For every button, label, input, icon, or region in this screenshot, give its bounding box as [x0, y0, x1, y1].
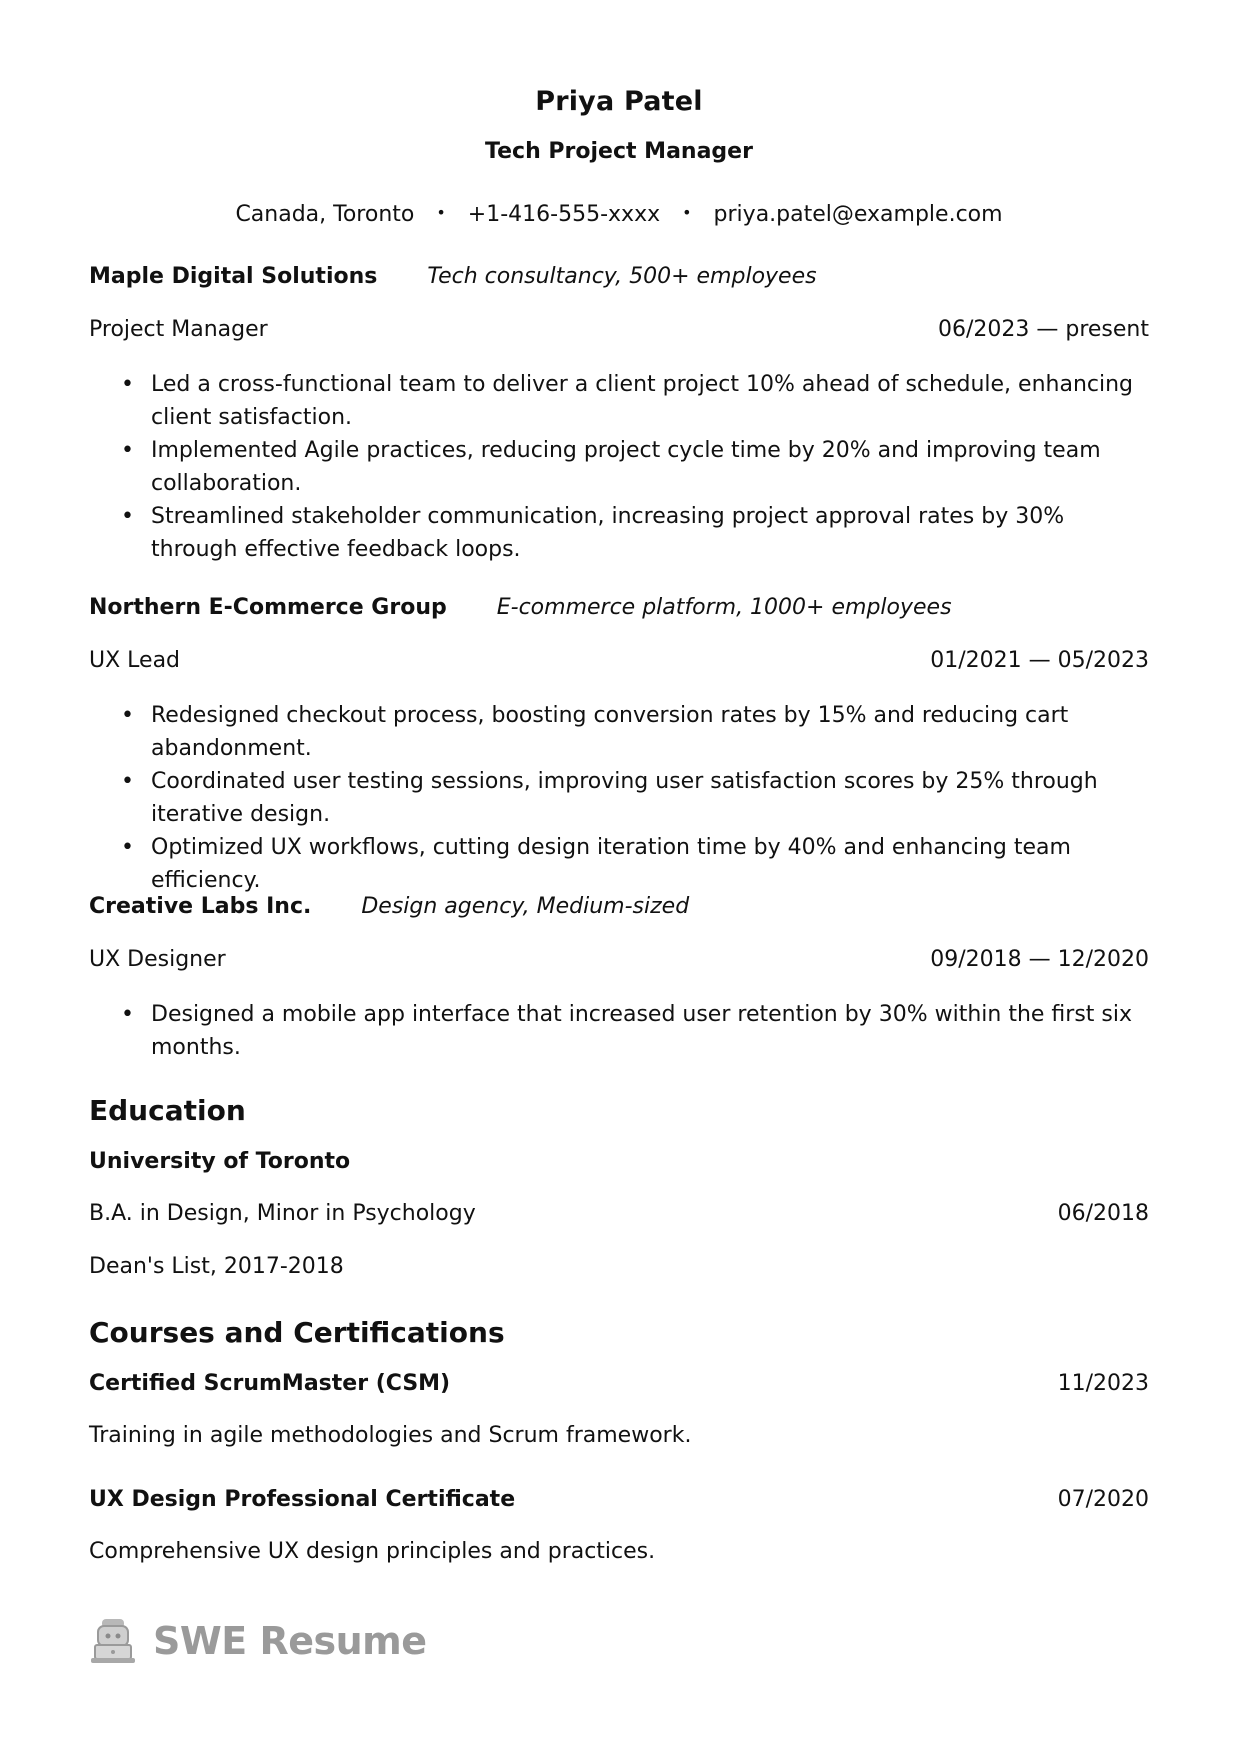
- company-description: Tech consultancy, 500+ employees: [427, 264, 817, 289]
- separator-dot: •: [682, 203, 692, 222]
- list-item: • Implemented Agile practices, reducing project cycle time by 20% and improving team collaboration.: [151, 434, 1149, 500]
- email-link[interactable]: priya.patel@example.com: [713, 202, 1003, 227]
- degree: B.A. in Design, Minor in Psychology: [89, 1201, 476, 1226]
- job-bullets: [89, 998, 1149, 1064]
- courses-heading: Courses and Certifications: [89, 1316, 505, 1349]
- course-name: UX Design Professional Certificate: [89, 1487, 516, 1512]
- degree-row: [89, 1201, 1149, 1226]
- job-dates: 06/2023 — present: [937, 317, 1149, 342]
- brand-logo: [89, 1616, 427, 1666]
- education-heading: Education: [89, 1094, 246, 1127]
- job-bullets: [89, 699, 1149, 897]
- job-position-row: [89, 947, 1149, 972]
- company-description: Design agency, Medium-sized: [361, 894, 690, 919]
- list-item: • Streamlined stakeholder communication, increasing project approval rates by 30% through effective feedback loops.: [151, 500, 1149, 566]
- candidate-name: Priya Patel: [535, 86, 703, 117]
- job-header: [89, 894, 1149, 919]
- course-description: Training in agile methodologies and Scrum framework.: [89, 1423, 692, 1448]
- course-row: [89, 1371, 1149, 1396]
- course-row: [89, 1487, 1149, 1512]
- job-position: UX Lead: [89, 648, 181, 673]
- course-date: 11/2023: [1057, 1371, 1149, 1396]
- company-description: E-commerce platform, 1000+ employees: [496, 595, 952, 620]
- list-item: • Redesigned checkout process, boosting conversion rates by 15% and reducing cart abandonment.: [151, 699, 1149, 765]
- job-position-row: [89, 648, 1149, 673]
- job-position: UX Designer: [89, 947, 226, 972]
- company-name: Creative Labs Inc.: [89, 894, 312, 919]
- job-position-row: [89, 317, 1149, 342]
- education-note: Dean's List, 2017-2018: [89, 1254, 344, 1279]
- brand-name: SWE Resume: [153, 1619, 427, 1663]
- list-item: • Optimized UX workflows, cutting design iteration time by 40% and enhancing team efficiency.: [151, 831, 1149, 897]
- list-item: • Coordinated user testing sessions, improving user satisfaction scores by 25% through iterative design.: [151, 765, 1149, 831]
- phone: +1-416-555-xxxx: [467, 202, 661, 227]
- job-header: [89, 264, 1149, 289]
- course-name: Certified ScrumMaster (CSM): [89, 1371, 451, 1396]
- company-name: Northern E-Commerce Group: [89, 595, 447, 620]
- job-dates: 01/2021 — 05/2023: [930, 648, 1149, 673]
- contact-line: [89, 202, 1149, 227]
- job-position: Project Manager: [89, 317, 268, 342]
- job-header: [89, 595, 1149, 620]
- list-item: • Designed a mobile app interface that increased user retention by 30% within the first six months.: [151, 998, 1149, 1064]
- company-name: Maple Digital Solutions: [89, 264, 378, 289]
- list-item: • Led a cross-functional team to deliver a client project 10% ahead of schedule, enhancing client satisfaction.: [151, 368, 1149, 434]
- course-date: 07/2020: [1057, 1487, 1149, 1512]
- location: Canada, Toronto: [235, 202, 415, 227]
- job-dates: 09/2018 — 12/2020: [930, 947, 1149, 972]
- job-bullets: [89, 368, 1149, 566]
- school-name: University of Toronto: [89, 1149, 351, 1174]
- candidate-title: Tech Project Manager: [485, 139, 753, 164]
- graduation-date: 06/2018: [1057, 1201, 1149, 1226]
- robot-laptop-icon: [89, 1617, 137, 1665]
- course-description: Comprehensive UX design principles and practices.: [89, 1539, 656, 1564]
- separator-dot: •: [436, 203, 446, 222]
